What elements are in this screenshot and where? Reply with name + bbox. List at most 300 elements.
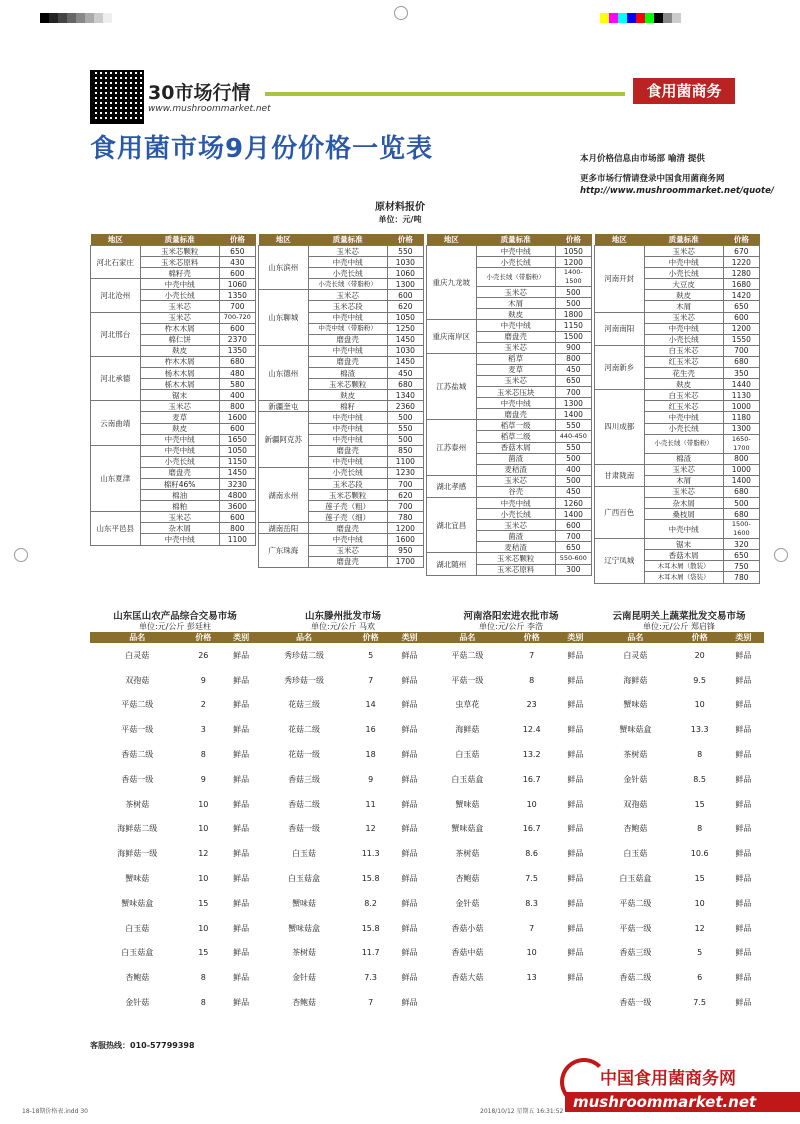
- table-row: [594, 891, 764, 916]
- table-row: [426, 643, 596, 668]
- price-cell: 7.3: [364, 973, 377, 983]
- region-cell: 河北邢台: [91, 312, 141, 356]
- product-cell: 白玉菇盒: [451, 774, 484, 784]
- market-title: 山东滕州批发市场: [304, 611, 381, 622]
- grade-cell: 玉米芯: [476, 520, 555, 531]
- grade-cell: 磨盘壳: [308, 334, 387, 345]
- price-cell: 15.8: [361, 923, 380, 933]
- product-cell: 蟹味菇盒: [451, 824, 484, 834]
- table-row: [426, 941, 596, 966]
- grade-cell: 柞木木屑: [140, 323, 219, 334]
- grade-cell: 麸皮: [308, 390, 387, 401]
- price-cell: 1150: [219, 456, 255, 467]
- category-cell: 鲜品: [735, 874, 752, 884]
- price-cell: 15: [694, 874, 705, 884]
- price-cell: 1400-1500: [555, 268, 591, 287]
- category-cell: 鲜品: [735, 973, 752, 983]
- market-title: 河南洛阳宏进农批市场: [463, 611, 559, 622]
- category-cell: 鲜品: [401, 998, 418, 1008]
- column-header: 地区: [91, 234, 141, 246]
- category-cell: 鲜品: [735, 650, 752, 660]
- table-row: [90, 891, 260, 916]
- grade-cell: 玉米芯: [476, 287, 555, 298]
- table-row: [427, 420, 592, 431]
- product-cell: 白玉菇盒: [619, 874, 652, 884]
- table-row: [91, 401, 256, 412]
- table-row: [90, 941, 260, 966]
- region-cell: 河南新乡: [595, 345, 645, 389]
- region-cell: 重庆九龙坡: [427, 246, 477, 320]
- product-cell: 平菇二级: [451, 650, 484, 660]
- table-row: [595, 486, 760, 497]
- grade-cell: 磨盘壳: [308, 523, 387, 534]
- grade-cell: 小壳长绒: [308, 268, 387, 279]
- column-header: 品名: [426, 632, 509, 643]
- price-cell: 9: [200, 774, 206, 784]
- price-cell: 1400: [723, 475, 759, 486]
- category-cell: 鲜品: [567, 700, 584, 710]
- price-cell: 800: [723, 453, 759, 464]
- grade-cell: 中壳中绒: [644, 520, 723, 539]
- table-row: [594, 990, 764, 1015]
- header-divider: [265, 92, 625, 96]
- category-cell: 鲜品: [735, 750, 752, 760]
- price-cell: 650: [723, 550, 759, 561]
- price-cell: 1600: [219, 412, 255, 423]
- price-cell: 1300: [723, 423, 759, 434]
- table-row: [426, 965, 596, 990]
- grade-cell: 白玉米芯: [644, 345, 723, 356]
- category-cell: 鲜品: [735, 824, 752, 834]
- category-cell: 鲜品: [567, 973, 584, 983]
- price-cell: 8: [200, 750, 206, 760]
- column-header: 类别: [723, 632, 764, 643]
- product-cell: 杏鲍菇: [292, 998, 317, 1008]
- grade-cell: 中壳中绒: [308, 456, 387, 467]
- crop-mark: [394, 6, 408, 20]
- price-cell: 4800: [219, 490, 255, 501]
- table-row: [91, 312, 256, 323]
- price-cell: 700: [387, 501, 423, 512]
- table-row: [594, 916, 764, 941]
- table-row: [91, 512, 256, 523]
- category-cell: 鲜品: [567, 675, 584, 685]
- table-row: [90, 767, 260, 792]
- grade-cell: 中壳中绒: [644, 323, 723, 334]
- product-cell: 白玉菇盒: [288, 874, 321, 884]
- product-cell: 海鲜菇二级: [117, 824, 158, 834]
- price-cell: 26: [198, 650, 209, 660]
- raw-material-table: [258, 234, 424, 568]
- grade-cell: 中壳中绒: [308, 423, 387, 434]
- category-cell: 鲜品: [401, 874, 418, 884]
- table-row: [258, 841, 428, 866]
- price-cell: 15: [694, 799, 705, 809]
- market-price-table: [426, 632, 596, 990]
- price-cell: 11: [365, 799, 376, 809]
- category-cell: 鲜品: [567, 824, 584, 834]
- product-cell: 杏鲍菇: [455, 874, 480, 884]
- product-cell: 双孢菇: [125, 675, 150, 685]
- grade-cell: 小壳长绒（带脂粉）: [308, 279, 387, 290]
- price-cell: 450: [555, 486, 591, 497]
- price-cell: 1030: [387, 345, 423, 356]
- raw-material-table: [90, 234, 256, 546]
- category-cell: 鲜品: [567, 774, 584, 784]
- category-cell: 鲜品: [233, 675, 250, 685]
- market-unit-reporter: 单位:元/公斤 马欢: [311, 622, 375, 631]
- price-cell: 13.3: [690, 725, 709, 735]
- table-row: [594, 693, 764, 718]
- table-row: [90, 817, 260, 842]
- grade-cell: 栎木木屑: [140, 379, 219, 390]
- price-cell: 7: [529, 923, 535, 933]
- table-row: [595, 464, 760, 475]
- price-cell: 1680: [723, 279, 759, 290]
- price-cell: 650: [555, 542, 591, 553]
- source-credit: 本月价格信息由市场部 喻清 提供: [580, 154, 705, 164]
- grade-cell: 大豆皮: [644, 279, 723, 290]
- price-cell: 700: [723, 345, 759, 356]
- grade-cell: 玉米芯: [644, 246, 723, 257]
- table-row: [90, 990, 260, 1015]
- source-more-info: 更多市场行情请登录中国食用菌商务网: [580, 174, 725, 184]
- grade-cell: 稻草一级: [476, 420, 555, 431]
- footer-brand: 中国食用菌商务网: [600, 1069, 736, 1089]
- price-cell: 11.3: [361, 849, 380, 859]
- price-cell: 1500-1600: [723, 520, 759, 539]
- table-row: [90, 916, 260, 941]
- price-cell: 1300: [387, 279, 423, 290]
- grade-cell: 中壳中绒: [644, 412, 723, 423]
- price-cell: 9: [200, 675, 206, 685]
- price-cell: 2: [200, 700, 206, 710]
- category-cell: 鲜品: [567, 874, 584, 884]
- region-cell: 四川成都: [595, 390, 645, 464]
- table-row: [594, 668, 764, 693]
- grade-cell: 中壳中绒: [308, 257, 387, 268]
- product-cell: 香菇三级: [288, 774, 321, 784]
- table-row: [427, 553, 592, 564]
- grade-cell: 玉米芯段: [308, 301, 387, 312]
- table-row: [594, 717, 764, 742]
- product-cell: 香菇二级: [121, 750, 154, 760]
- category-cell: 鲜品: [567, 948, 584, 958]
- table-row: [259, 412, 424, 423]
- price-cell: 350: [723, 368, 759, 379]
- product-cell: 白玉菇盒: [121, 948, 154, 958]
- table-row: [90, 668, 260, 693]
- grade-cell: 麸皮: [476, 309, 555, 320]
- price-cell: 800: [219, 523, 255, 534]
- table-row: [258, 941, 428, 966]
- category-cell: 鲜品: [233, 650, 250, 660]
- price-cell: 15.8: [361, 874, 380, 884]
- price-cell: 13: [526, 973, 537, 983]
- column-header: 价格: [184, 632, 222, 643]
- price-cell: 1550: [723, 334, 759, 345]
- category-cell: 鲜品: [735, 774, 752, 784]
- grade-cell: 麸皮: [140, 345, 219, 356]
- product-cell: 香菇三级: [619, 948, 652, 958]
- price-cell: 900: [555, 342, 591, 353]
- table-row: [594, 941, 764, 966]
- price-cell: 1030: [387, 257, 423, 268]
- column-header: 质量标准: [140, 234, 219, 246]
- price-cell: 700: [555, 531, 591, 542]
- price-cell: 13.2: [522, 750, 541, 760]
- category-cell: 鲜品: [401, 849, 418, 859]
- price-cell: 500: [723, 497, 759, 508]
- grade-cell: 稻草: [476, 353, 555, 364]
- table-row: [426, 767, 596, 792]
- grade-cell: 玉米芯: [644, 312, 723, 323]
- grade-cell: 锯末: [140, 390, 219, 401]
- category-cell: 鲜品: [233, 874, 250, 884]
- product-cell: 白玉菇: [125, 923, 150, 933]
- region-cell: 新疆奎屯: [259, 401, 309, 412]
- price-cell: 7: [368, 675, 374, 685]
- region-cell: 河北石家庄: [91, 246, 141, 279]
- price-cell: 1350: [219, 345, 255, 356]
- category-cell: 鲜品: [735, 898, 752, 908]
- product-cell: 香菇二级: [288, 799, 321, 809]
- product-cell: 金针菇: [125, 998, 150, 1008]
- price-cell: 23: [526, 700, 537, 710]
- price-cell: 8: [697, 750, 703, 760]
- table-row: [258, 767, 428, 792]
- table-row: [595, 539, 760, 550]
- price-cell: 8: [697, 824, 703, 834]
- grade-cell: 中壳中绒: [476, 320, 555, 331]
- price-cell: 600: [723, 312, 759, 323]
- grade-cell: 麸皮: [644, 290, 723, 301]
- table-row: [426, 742, 596, 767]
- table-row: [426, 693, 596, 718]
- product-cell: 白玉菇: [623, 849, 648, 859]
- grade-cell: 白玉米芯: [644, 390, 723, 401]
- table-row: [258, 693, 428, 718]
- price-cell: 16.7: [522, 824, 541, 834]
- table-row: [595, 312, 760, 323]
- category-cell: 鲜品: [233, 725, 250, 735]
- market-unit-reporter: 单位:元/公斤 李浩: [479, 622, 543, 631]
- grade-cell: 玉米芯: [308, 246, 387, 257]
- grade-cell: 玉米芯颗粒: [476, 553, 555, 564]
- price-cell: 1650: [219, 434, 255, 445]
- category-cell: 鲜品: [567, 849, 584, 859]
- column-header: 类别: [555, 632, 596, 643]
- price-cell: 1350: [219, 290, 255, 301]
- table-row: [594, 643, 764, 668]
- category-cell: 鲜品: [233, 700, 250, 710]
- price-cell: 10: [198, 799, 209, 809]
- grade-cell: 麦草: [476, 364, 555, 375]
- price-cell: 5: [368, 650, 374, 660]
- price-cell: 1060: [219, 279, 255, 290]
- product-cell: 花菇二级: [288, 725, 321, 735]
- grade-cell: 磨盘壳: [476, 409, 555, 420]
- price-cell: 10: [694, 898, 705, 908]
- product-cell: 白灵菇: [125, 650, 150, 660]
- grade-cell: 中壳中绒: [140, 434, 219, 445]
- price-cell: 320: [723, 539, 759, 550]
- grade-cell: 棉籽壳: [140, 268, 219, 279]
- product-cell: 茶树菇: [623, 750, 648, 760]
- grade-cell: 稻草二级: [476, 431, 555, 442]
- price-cell: 1800: [555, 309, 591, 320]
- column-header: 地区: [427, 234, 477, 246]
- grade-cell: 棉渣: [308, 368, 387, 379]
- product-cell: 蟹味菇: [292, 898, 317, 908]
- category-cell: 鲜品: [735, 923, 752, 933]
- price-cell: 600: [555, 520, 591, 531]
- grade-cell: 木屑: [644, 475, 723, 486]
- category-cell: 鲜品: [735, 725, 752, 735]
- grade-cell: 棉籽: [308, 401, 387, 412]
- price-cell: 8: [200, 998, 206, 1008]
- grade-cell: 莲子壳（粗）: [308, 501, 387, 512]
- region-cell: 江苏盐城: [427, 353, 477, 420]
- grade-cell: 棉渣: [644, 453, 723, 464]
- print-color-bar: [40, 8, 112, 18]
- category-cell: 鲜品: [401, 799, 418, 809]
- price-cell: 10: [694, 700, 705, 710]
- raw-material-table: [426, 234, 592, 576]
- grade-cell: 中壳中绒: [308, 434, 387, 445]
- grade-cell: 木屑: [644, 301, 723, 312]
- grade-cell: 玉米芯: [476, 475, 555, 486]
- product-cell: 白灵菇: [623, 650, 648, 660]
- table-row: [426, 717, 596, 742]
- table-row: [258, 916, 428, 941]
- price-cell: 680: [219, 356, 255, 367]
- product-cell: 海鲜菇一级: [117, 849, 158, 859]
- category-cell: 鲜品: [735, 998, 752, 1008]
- price-cell: 14: [365, 700, 376, 710]
- grade-cell: 玉米芯: [140, 301, 219, 312]
- region-cell: 广西百色: [595, 486, 645, 538]
- region-cell: 河南开封: [595, 246, 645, 313]
- grade-cell: 小壳长绒: [140, 456, 219, 467]
- grade-cell: 玉米芯: [644, 464, 723, 475]
- grade-cell: 花生壳: [644, 368, 723, 379]
- region-cell: 山东德州: [259, 345, 309, 400]
- grade-cell: 玉米芯段: [308, 478, 387, 489]
- column-header: 类别: [222, 632, 260, 643]
- price-cell: 10: [526, 799, 537, 809]
- grade-cell: 玉米芯: [308, 290, 387, 301]
- price-cell: 500: [555, 475, 591, 486]
- price-cell: 950: [387, 545, 423, 556]
- grade-cell: 玉米芯: [476, 375, 555, 386]
- product-cell: 花菇三级: [288, 700, 321, 710]
- region-cell: 河北承德: [91, 356, 141, 400]
- table-row: [259, 534, 424, 545]
- price-cell: 1400: [555, 509, 591, 520]
- grade-cell: 莲子壳（细）: [308, 512, 387, 523]
- grade-cell: 中壳中绒: [140, 279, 219, 290]
- price-cell: 7: [368, 998, 374, 1008]
- product-cell: 海鲜菇: [623, 675, 648, 685]
- price-cell: 600: [219, 323, 255, 334]
- product-cell: 蟹味菇盒: [121, 898, 154, 908]
- grade-cell: 棉仁饼: [140, 334, 219, 345]
- product-cell: 香菇二级: [619, 973, 652, 983]
- table-row: [258, 891, 428, 916]
- table-row: [594, 767, 764, 792]
- price-cell: 3: [200, 725, 206, 735]
- table-row: [259, 246, 424, 257]
- price-cell: 12: [198, 849, 209, 859]
- price-cell: 400: [555, 464, 591, 475]
- price-cell: 800: [219, 401, 255, 412]
- product-cell: 平菇一级: [619, 923, 652, 933]
- table-row: [595, 246, 760, 257]
- table-row: [258, 965, 428, 990]
- market-price-table: [594, 632, 764, 1015]
- category-cell: 鲜品: [567, 750, 584, 760]
- grade-cell: 桑枝屑: [644, 509, 723, 520]
- price-cell: 500: [387, 434, 423, 445]
- price-cell: 1450: [219, 467, 255, 478]
- category-cell: 鲜品: [233, 849, 250, 859]
- price-cell: 600: [219, 268, 255, 279]
- grade-cell: 中壳中绒: [140, 534, 219, 545]
- product-cell: 金针菇: [292, 973, 317, 983]
- price-cell: 400: [219, 390, 255, 401]
- price-cell: 12: [365, 824, 376, 834]
- region-cell: 湖南永州: [259, 467, 309, 522]
- raw-material-table: [594, 234, 760, 584]
- product-cell: 双孢菇: [623, 799, 648, 809]
- column-header: 质量标准: [476, 234, 555, 246]
- grade-cell: 玉米芯: [308, 545, 387, 556]
- price-cell: 1250: [387, 323, 423, 334]
- price-cell: 550: [387, 423, 423, 434]
- grade-cell: 小壳长绒: [644, 268, 723, 279]
- column-header: 质量标准: [644, 234, 723, 246]
- qr-code: [90, 70, 144, 124]
- table-row: [259, 401, 424, 412]
- category-cell: 鲜品: [401, 700, 418, 710]
- price-cell: 700: [555, 387, 591, 398]
- price-cell: 7.5: [525, 874, 539, 884]
- column-header: 质量标准: [308, 234, 387, 246]
- grade-cell: 中壳中绒: [308, 412, 387, 423]
- table-row: [594, 965, 764, 990]
- region-cell: 江苏泰州: [427, 420, 477, 475]
- region-cell: 湖北宜昌: [427, 497, 477, 552]
- price-cell: 780: [387, 512, 423, 523]
- price-cell: 8.6: [525, 849, 539, 859]
- grade-cell: 玉米芯: [644, 486, 723, 497]
- price-cell: 9: [368, 774, 374, 784]
- grade-cell: 谷壳: [476, 486, 555, 497]
- table-row: [594, 817, 764, 842]
- price-cell: 8: [200, 973, 206, 983]
- table-row: [426, 792, 596, 817]
- price-cell: 1340: [387, 390, 423, 401]
- region-cell: 湖北孝感: [427, 475, 477, 497]
- product-cell: 杏鲍菇: [125, 973, 150, 983]
- grade-cell: 磨盘壳: [476, 331, 555, 342]
- product-cell: 香菇一级: [288, 824, 321, 834]
- price-cell: 16.7: [522, 774, 541, 784]
- table-row: [258, 643, 428, 668]
- price-cell: 3600: [219, 501, 255, 512]
- product-cell: 香菇小菇: [451, 923, 484, 933]
